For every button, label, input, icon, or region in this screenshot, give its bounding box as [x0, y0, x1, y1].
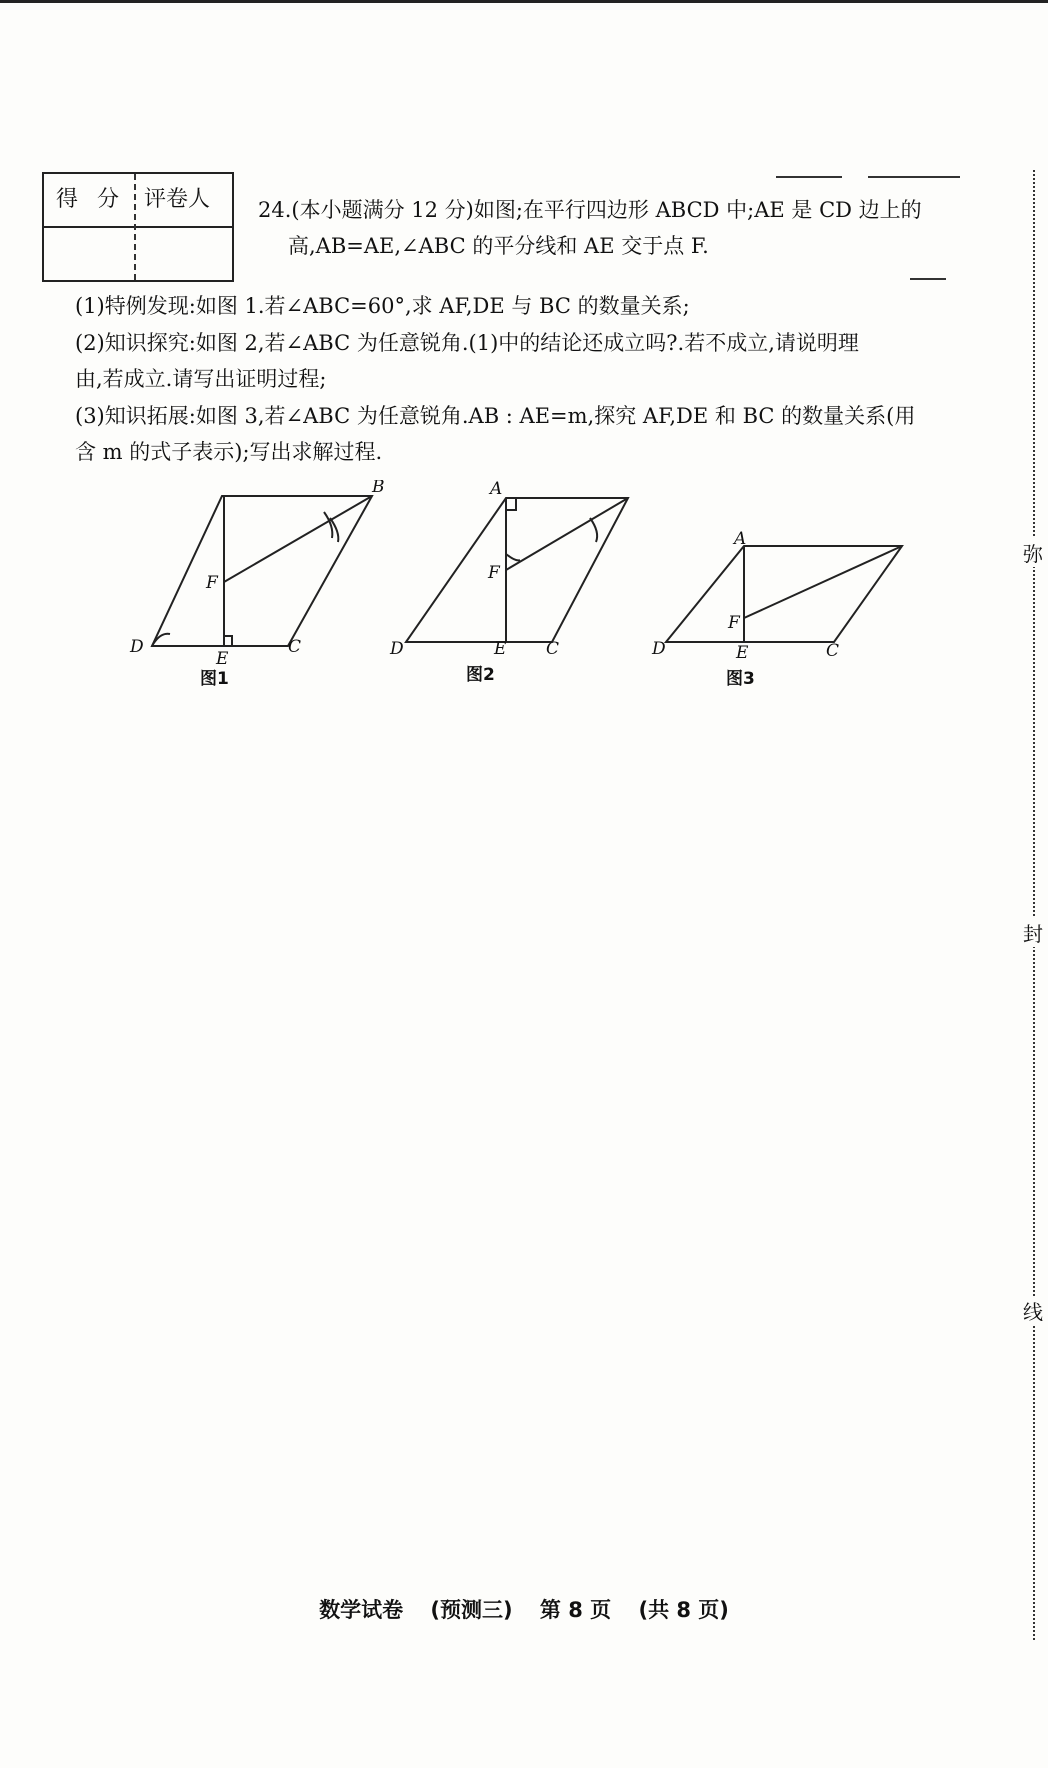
part-line: (2)知识探究:如图 2,若∠ABC 为任意锐角.(1)中的结论还成立吗?.若不成立,请说明理 — [75, 331, 859, 355]
figure-3-label-A: A — [734, 529, 747, 549]
figure-1-label-E: E — [216, 649, 229, 669]
binding-mark: 封 — [1018, 918, 1048, 947]
figures — [0, 480, 1048, 700]
figure-2-angle-mark — [590, 518, 597, 542]
figure-3-caption: 图3 — [726, 669, 755, 689]
question-statement — [258, 192, 978, 264]
figure-1-label-C: C — [288, 637, 302, 657]
page-top-edge — [0, 0, 1048, 3]
part-3 — [75, 398, 985, 470]
figure-2-right-angle — [506, 498, 516, 510]
figure-1-caption: 图1 — [200, 669, 229, 689]
figure-2-label-A: A — [490, 480, 503, 499]
score-box-column-divider — [134, 174, 136, 280]
binding-dotted-line — [1033, 170, 1035, 1640]
figure-2-diagram — [406, 498, 628, 642]
score-box — [42, 172, 234, 282]
part-line: 由,若成立.请写出证明过程; — [75, 367, 327, 391]
figure-1-right-angle — [224, 636, 232, 646]
figure-1-label-D: D — [130, 637, 144, 657]
part-line: (1)特例发现:如图 1.若∠ABC=60°,求 AF,DE 与 BC 的数量关系; — [75, 294, 690, 318]
figure-3-label-F: F — [728, 613, 740, 633]
blank-line — [868, 176, 960, 178]
question-line: 高,AB=AE,∠ABC 的平分线和 AE 交于点 F. — [288, 234, 709, 258]
figure-3-diagram — [666, 546, 902, 642]
figure-2-label-C: C — [546, 639, 560, 659]
figure-2-angle-mark — [506, 554, 520, 560]
binding-mark: 线 — [1018, 1296, 1048, 1325]
blank-line — [776, 176, 842, 178]
binding-mark: 弥 — [1018, 538, 1048, 567]
grader-label: 评卷人 — [144, 187, 211, 212]
figure-1-label-B: B — [372, 480, 385, 497]
part-line: 含 m 的式子表示);写出求解过程. — [75, 440, 383, 464]
score-label: 得 分 — [56, 187, 125, 212]
figure-3-bisector — [744, 546, 902, 618]
figure-1-angle-mark — [324, 512, 332, 538]
figure-1-parallelogram — [152, 496, 372, 646]
figure-2-parallelogram — [406, 498, 628, 642]
figure-1-diagram — [152, 496, 372, 646]
part-2 — [75, 325, 985, 397]
score-box-divider — [44, 226, 232, 228]
figure-2-label-F: F — [488, 563, 500, 583]
page-footer — [0, 1594, 1048, 1624]
figure-3-label-C: C — [826, 641, 840, 661]
footer-edition: (预测三) — [430, 1598, 513, 1622]
figure-2-caption: 图2 — [466, 665, 495, 685]
footer-page: 第 8 页 — [539, 1598, 612, 1622]
footer-subject: 数学试卷 — [319, 1598, 404, 1622]
figures-svg — [0, 480, 1048, 700]
figure-1-bisector — [224, 496, 372, 582]
part-line: (3)知识拓展:如图 3,若∠ABC 为任意锐角.AB : AE=m,探究 AF,DE 和 BC 的数量关系(用 — [75, 404, 916, 428]
figure-2-label-E: E — [494, 639, 507, 659]
figure-3-parallelogram — [666, 546, 902, 642]
question-line: 24.(本小题满分 12 分)如图;在平行四边形 ABCD 中;AE 是 CD 边上的 — [258, 198, 922, 222]
part-1 — [75, 288, 985, 324]
figure-3-label-E: E — [736, 643, 749, 663]
blank-line — [910, 278, 946, 280]
footer-total: (共 8 页) — [638, 1598, 729, 1622]
figure-1-label-F: F — [206, 573, 218, 593]
figure-2-label-D: D — [390, 639, 404, 659]
figure-3-label-D: D — [652, 639, 666, 659]
